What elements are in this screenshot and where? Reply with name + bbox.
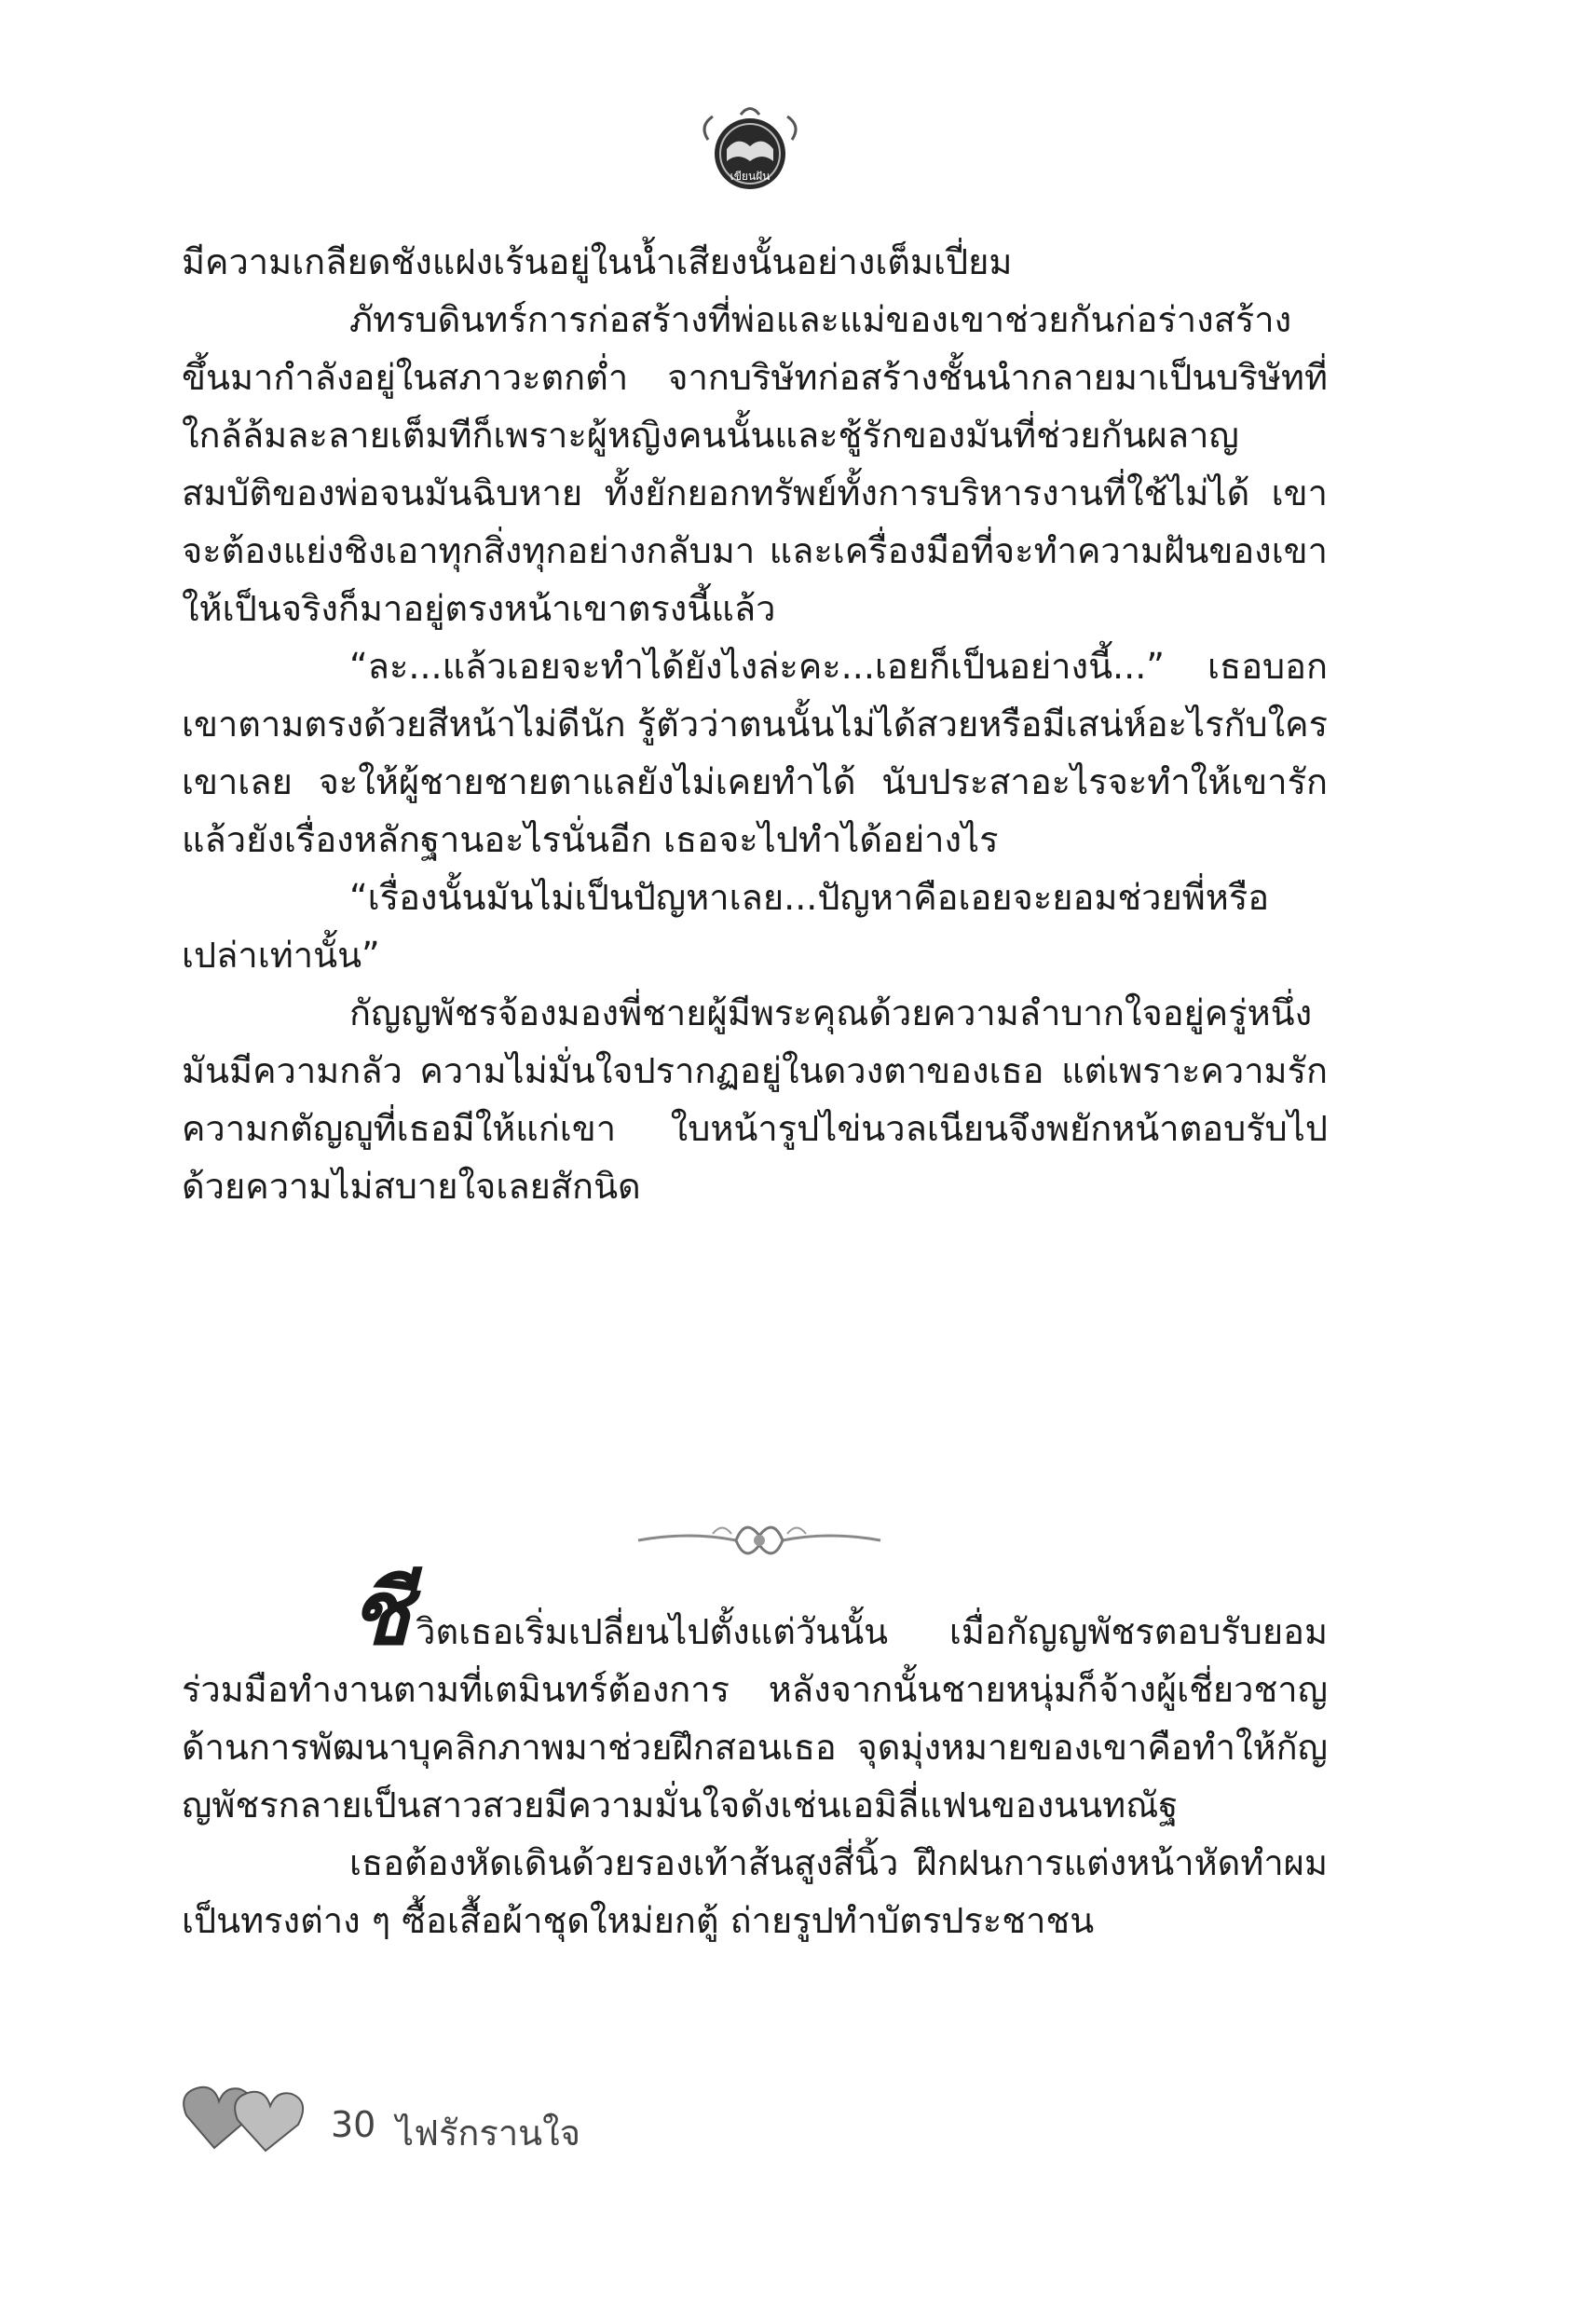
ornament-divider — [634, 1508, 885, 1573]
publisher-emblem — [689, 98, 811, 200]
paragraph: กัญญพัชรจ้องมองพี่ชายผู้มีพระคุณด้วยความลำบากใจอยู่ครู่หนึ่ง มันมีความกลัว ความไม่มั่นใจปรากฏอยู่ในดวงตาของเธอ แต่เพราะความรักความกตัญญูที่เธอมีให้แก่เขา ใบหน้ารูปไข่นวลเนียนจึงพยักหน้าตอบรับไปด้วยความไม่สบายใจเลยสักนิด — [182, 992, 1328, 1207]
paragraph: มีความเกลียดชังแฝงเร้นอยู่ในน้ำเสียงนั้นอย่างเต็มเปี่ยม — [182, 241, 1013, 282]
paragraph: “ละ...แล้วเอยจะทำได้ยังไงล่ะคะ...เอยก็เป็นอย่างนี้...” เธอบอกเขาตามตรงด้วยสีหน้าไม่ดีนัก รู้ตัวว่าตนนั้นไม่ได้สวยหรือมีเสน่ห์อะไรกับใครเขาเลย จะให้ผู้ชายชายตาแลยังไม่เคยทำได้ นับประสาอะไรจะทำให้เขารัก แล้วยังเรื่องหลักฐานอะไรนั่นอีก เธอจะไปทำได้อย่างไร — [182, 646, 1329, 860]
drop-cap: ชี — [349, 1560, 411, 1665]
paragraph: ภัทรบดินทร์การก่อสร้างที่พ่อและแม่ของเขาช่วยกันก่อร่างสร้างขึ้นมากำลังอยู่ในสภาวะตกต่ำ จากบริษัทก่อสร้างชั้นนำกลายมาเป็นบริษัทที่ใกล้ล้มละลายเต็มทีก็เพราะผู้หญิงคนนั้นและชู้รักของมันที่ช่วยกันผลาญสมบัติของพ่อจนมันฉิบหาย ทั้งยักยอกทรัพย์ทั้งการบริหารงานที่ใช้ไม่ได้ เขาจะต้องแย่งชิงเอาทุกสิ่งทุกอย่างกลับมา และเครื่องมือที่จะทำความฝันของเขาให้เป็นจริงก็มาอยู่ตรงหน้าเขาตรงนี้แล้ว — [182, 299, 1328, 629]
book-title: ไฟรักรานใจ — [396, 2113, 580, 2154]
page-number: 30 — [331, 2104, 376, 2145]
chapter-body — [182, 233, 1328, 1215]
section-two — [182, 1560, 1328, 1949]
hearts-icon — [177, 2069, 317, 2162]
page-footer — [177, 2069, 736, 2162]
paragraph — [182, 1560, 1328, 1834]
paragraph-text: วิตเธอเริ่มเปลี่ยนไปตั้งแต่วันนั้น เมื่อกัญญพัชรตอบรับยอมร่วมมือทำงานตามที่เตมินทร์ต้องการ หลังจากนั้นชายหนุ่มก็จ้างผู้เชี่ยวชาญด้านการพัฒนาบุคลิกภาพมาช่วยฝึกสอนเธอ จุดมุ่งหมายของเขาคือทำให้กัญญพัชรกลายเป็นสาวสวยมีความมั่นใจดังเช่นเอมิลี่แฟนของนนทณัฐ — [182, 1611, 1328, 1826]
paragraph: เธอต้องหัดเดินด้วยรองเท้าส้นสูงสี่นิ้ว ฝึกฝนการแต่งหน้าหัดทำผมเป็นทรงต่าง ๆ ซื้อเสื้อผ้าชุดใหม่ยกตู้ ถ่ายรูปทำบัตรประชาชน — [182, 1842, 1328, 1941]
paragraph: “เรื่องนั้นมันไม่เป็นปัญหาเลย...ปัญหาคือเอยจะยอมช่วยพี่หรือเปล่าเท่านั้น” — [182, 877, 1270, 976]
emblem-text: เขียนฝัน — [730, 170, 771, 183]
